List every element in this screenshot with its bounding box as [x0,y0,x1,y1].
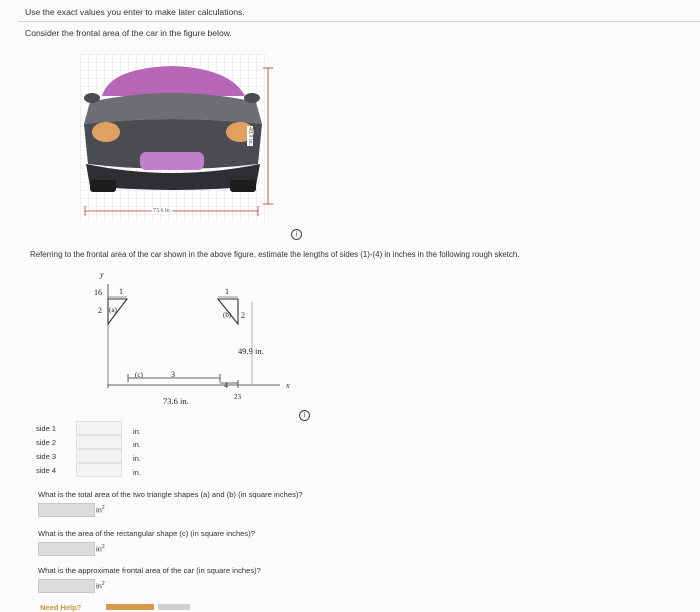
instruction-line-2: Consider the frontal area of the car in the figure below. [25,28,232,38]
sketch-y-axis: y [100,270,104,279]
sketch-label-4: 4 [224,381,228,390]
car-figure [80,54,290,224]
sketch-label-1-left: 1 [119,287,123,296]
unit-text: in [96,544,102,554]
sketch-label-b: (b) [223,311,232,319]
side-3-unit: in. [133,454,141,463]
question-frontal-area-text: What is the approximate frontal area of the car (in square inches)? [38,566,261,575]
side-3-input[interactable] [76,449,122,463]
unit-exponent: 2 [101,581,105,587]
instruction-line-1: Use the exact values you enter to make later calculations. [25,7,245,17]
help-button[interactable] [106,604,154,610]
side-1-input[interactable] [76,421,122,435]
triangles-area-unit [96,505,105,515]
figure-width-label: 73.6 in. [153,208,172,214]
unit-exponent: 2 [101,544,105,550]
sketch-label-c: (c) [135,371,143,379]
info-icon[interactable]: i [299,410,310,421]
side-4-label: side 4 [36,466,57,475]
rectangle-area-input[interactable] [38,542,95,556]
sketch-label-2-left: 2 [98,306,102,315]
side-4-unit: in. [133,468,141,477]
need-help-label: Need Help? [40,603,82,612]
sketch-label-2-right: 2 [241,311,245,320]
side-1-unit: in. [133,427,141,436]
sketch-width-label: 73.6 in. [163,396,189,406]
question-rectangle-text: What is the area of the rectangular shape (c) (in square inches)? [38,529,255,538]
question-triangles-text: What is the total area of the two triangle shapes (a) and (b) (in square inches)? [38,490,303,499]
triangles-area-input[interactable] [38,503,95,517]
question-sides-text: Referring to the frontal area of the car shown in the above figure, estimate the lengths of sides (1)-(4) in inches in the following rough sketch. [30,250,520,259]
sketch-label-23: 23 [234,393,241,401]
sketch-label-3: 3 [171,370,175,379]
sketch-x-axis: x [286,381,290,390]
side-3-label: side 3 [36,452,57,461]
sketch-label-16: 16 [94,288,102,297]
rectangle-area-unit [96,544,105,554]
side-2-input[interactable] [76,435,122,449]
sketch-drawing [80,268,310,412]
sketch-label-a: (a) [109,306,117,314]
info-icon[interactable]: i [291,229,302,240]
sketch-label-1-right: 1 [225,287,229,296]
side-2-label: side 2 [36,438,57,447]
side-4-input[interactable] [76,463,122,477]
car-figure-image [80,54,290,224]
help-button-secondary[interactable] [158,604,190,610]
divider [18,21,700,22]
side-2-unit: in. [133,440,141,449]
unit-exponent: 2 [101,505,105,511]
side-1-label: side 1 [36,424,57,433]
rough-sketch [80,268,310,412]
figure-height-label: 49.9 in. [247,127,253,146]
sketch-height-label: 49.9 in. [238,346,264,356]
unit-text: in [96,581,102,591]
frontal-area-unit [96,581,105,591]
frontal-area-input[interactable] [38,579,95,593]
unit-text: in [96,505,102,515]
